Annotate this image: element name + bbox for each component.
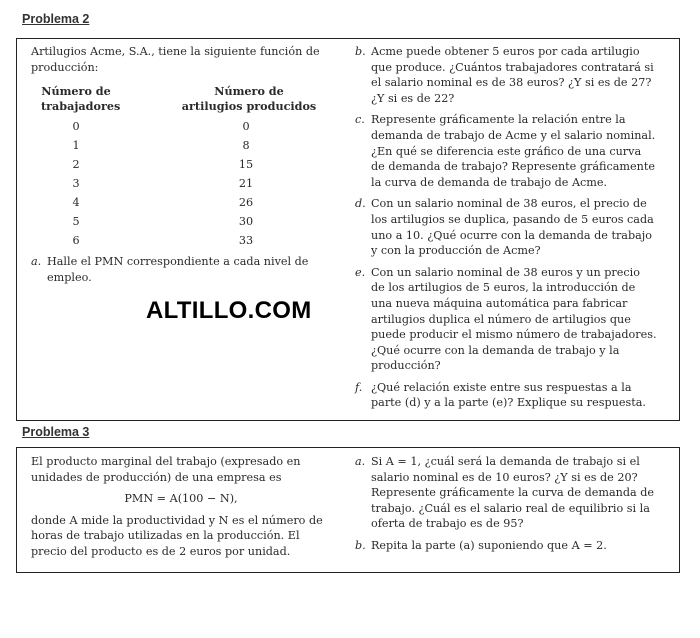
problema-2-intro: Artilugios Acme, S.A., tiene la siguiente función de producción:	[31, 45, 320, 74]
workers-header: Número de trabajadores	[41, 84, 121, 113]
problema-3-left-column	[31, 454, 331, 560]
table-row: 3 21	[72, 177, 254, 190]
table-row: 6 33	[72, 234, 254, 247]
question-2a: a. Halle el PMN correspondiente a cada nivel de empleo.	[31, 255, 309, 284]
problema-3-right-column	[355, 454, 657, 560]
question-2f: f. ¿Qué relación existe entre sus respuestas a la parte (d) y a la parte (e)? Explique su respuesta.	[355, 380, 646, 410]
table-row: 2 15	[72, 158, 254, 171]
question-2b: b. Acme puede obtener 5 euros por cada artilugio que produce. ¿Cuántos trabajadores contratará si el salario nominal es de 38 euros? ¿Y si es de 27? ¿Y si es de 22?	[355, 45, 654, 105]
question-2d: d. Con un salario nominal de 38 euros, el precio de los artilugios se duplica, pasando de 5 euros cada uno a 10. ¿Qué ocurre con la demanda de trabajo y con la producción de Acme?	[355, 197, 654, 258]
problema-2-heading: Problema 2	[22, 12, 90, 26]
output-header: Número de artilugios producidos	[181, 84, 317, 113]
problema-2-box	[16, 38, 680, 421]
pmn-formula: PMN = A(100 − N),	[124, 492, 238, 506]
problema-3-box	[16, 447, 680, 573]
question-2c: c. Represente gráficamente la relación entre la demanda de trabajo de Acme y el salario nominal. ¿En qué se diferencia este gráfico de una curva de demanda de trabajo? Represente gráficamente la curva de demanda de trabajo de Acme.	[355, 113, 656, 189]
problema-3-description: donde A mide la productividad y N es el número de horas de trabajo utilizadas en la producción. El precio del producto es de 2 euros por unidad.	[31, 513, 323, 558]
problema-3-intro: El producto marginal del trabajo (expresado en unidades de producción) de una empresa es	[31, 455, 301, 484]
question-2e: e. Con un salario nominal de 38 euros y un precio de los artilugios de 5 euros, la introducción de una nueva máquina automática para fabricar artilugios duplica el número de artilugios que puede producir el mismo número de trabajadores. ¿Qué ocurre con la demanda de trabajo y la producción?	[355, 265, 657, 373]
problema-3-heading: Problema 3	[22, 425, 90, 439]
table-row: 4 26	[72, 196, 254, 209]
question-3a: a. Si A = 1, ¿cuál será la demanda de trabajo si el salario nominal es de 10 euros? ¿Y si es de 20? Represente gráficamente la curva de demanda de trabajo. ¿Cuál es el salario real de equilibrio si la oferta de trabajo es de 95?	[355, 455, 655, 531]
problema-2-right-column	[355, 44, 657, 417]
watermark: ALTILLO.COM	[146, 297, 312, 324]
table-row: 0 0	[72, 120, 250, 133]
table-row: 5 30	[72, 215, 254, 228]
table-row: 1 8	[72, 139, 250, 152]
question-3b: b. Repita la parte (a) suponiendo que A = 2.	[355, 538, 607, 552]
